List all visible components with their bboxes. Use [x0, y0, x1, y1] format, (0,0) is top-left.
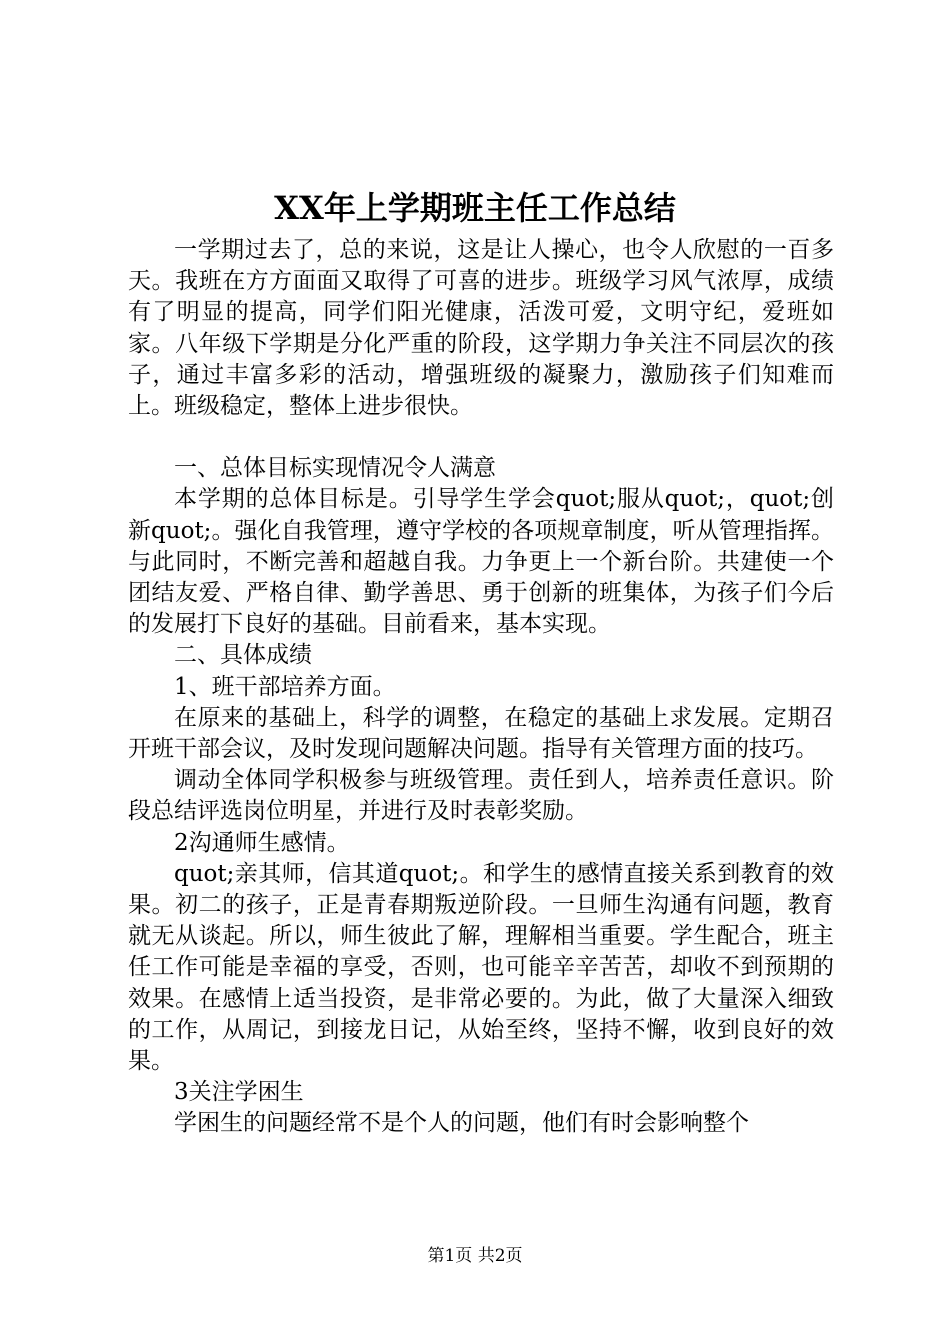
struggling-students-paragraph: 学困生的问题经常不是个人的问题，他们有时会影响整个: [174, 1110, 749, 1137]
section-heading-2: 二、具体成绩: [174, 642, 312, 669]
goal-paragraph: 本学期的总体目标是。引导学生学会quot;服从quot;，quot;创新quot;。强化自我管理，遵守学校的各项规章制度，听从管理指挥。与此同时，不断完善和超越自我。力争更上一个新台阶。共建使一个团结友爱、严格自律、勤学善思、勇于创新的班集体，为孩子们今后的发展打下良好的基础。目前看来，基本实现。: [128, 486, 834, 638]
intro-paragraph: 一学期过去了，总的来说，这是让人操心，也令人欣慰的一百多天。我班在方方面面又取得了可喜的进步。班级学习风气浓厚，成绩有了明显的提高，同学们阳光健康，活泼可爱，文明守纪，爱班如家。八年级下学期是分化严重的阶段，这学期力争关注不同层次的孩子，通过丰富多彩的活动，增强班级的凝聚力，激励孩子们知难而上。班级稳定，整体上进步很快。: [128, 237, 834, 420]
page-footer: 第1页 共2页: [427, 1246, 523, 1266]
document-title: XX年上学期班主任工作总结: [274, 189, 676, 227]
cadre-paragraph-2: 调动全体同学积极参与班级管理。责任到人，培养责任意识。阶段总结评选岗位明星，并进行及时表彰奖励。: [128, 767, 834, 825]
cadre-paragraph-1: 在原来的基础上，科学的调整，在稳定的基础上求发展。定期召开班干部会议，及时发现问题解决问题。指导有关管理方面的技巧。: [128, 704, 834, 763]
subheading-struggling-students: 3关注学困生: [174, 1079, 304, 1106]
subheading-cadre-training: 1、班干部培养方面。: [174, 673, 396, 700]
document-body: [128, 235, 834, 1140]
subheading-communication: 2沟通师生感情。: [174, 829, 350, 856]
communication-paragraph: quot;亲其师，信其道quot;。和学生的感情直接关系到教育的效果。初二的孩子，正是青春期叛逆阶段。一旦师生沟通有问题，教育就无从谈起。所以，师生彼此了解，理解相当重要。学生配合，班主任工作可能是幸福的享受，否则，也可能辛辛苦苦，却收不到预期的效果。在感情上适当投资，是非常必要的。为此，做了大量深入细致的工作，从周记，到接龙日记，从始至终，坚持不懈，收到良好的效果。: [128, 860, 834, 1075]
paragraph-gap: [128, 422, 834, 453]
section-heading-1: 一、总体目标实现情况令人满意: [174, 455, 496, 482]
